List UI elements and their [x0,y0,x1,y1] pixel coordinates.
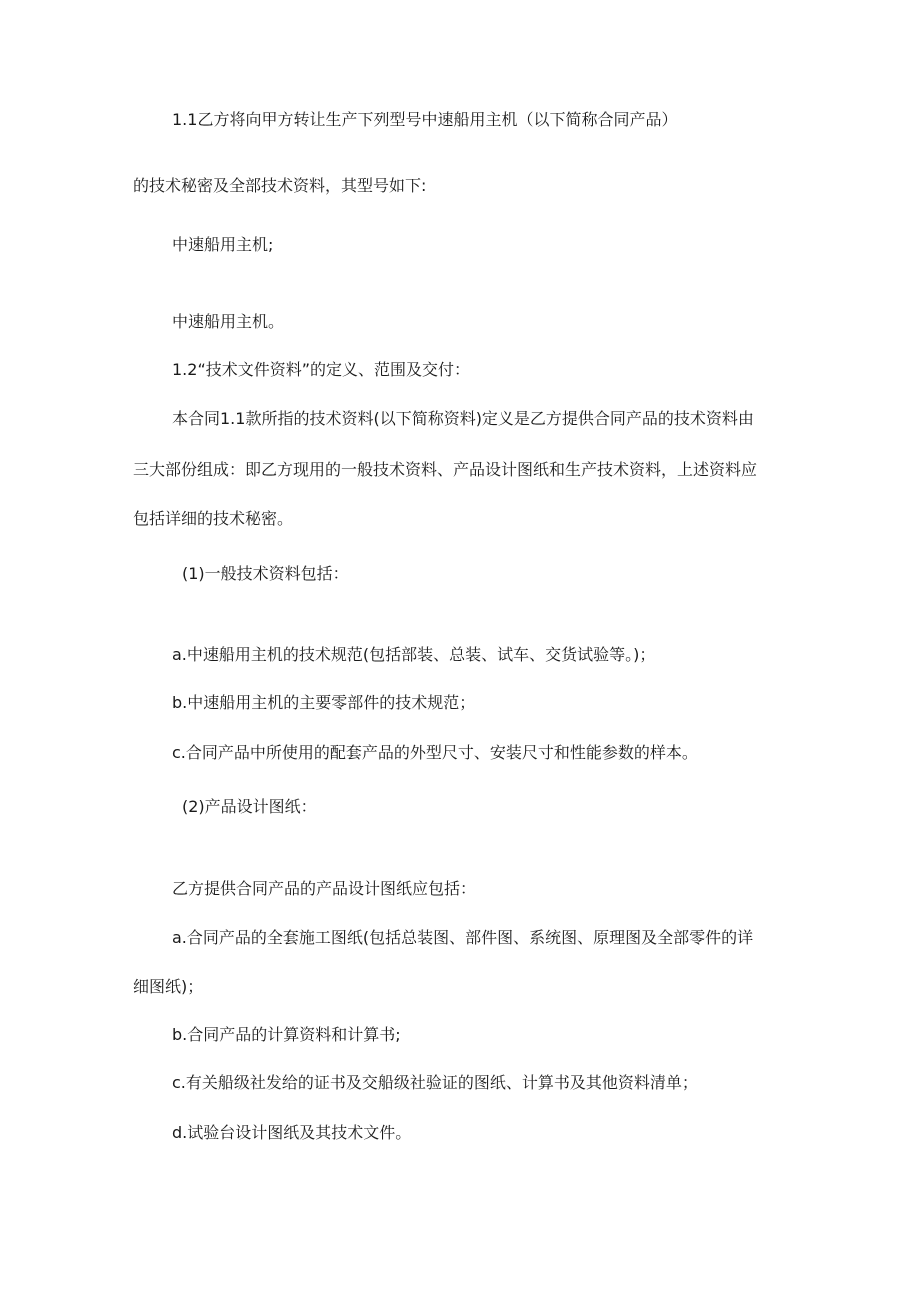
section-1-item-a: a.中速船用主机的技术规范(包括部装、总装、试车、交货试验等。)； [172,645,656,664]
section-1-heading: (1)一般技术资料包括： [182,564,349,583]
model-item-2: 中速船用主机。 [172,312,285,331]
section-2-item-a-line-2: 细图纸)； [133,977,204,996]
model-item-1: 中速船用主机; [172,235,274,254]
section-2-item-a-line-1: a.合同产品的全套施工图纸(包括总装图、部件图、系统图、原理图及全部零件的详 [172,928,754,947]
section-2-item-d: d.试验台设计图纸及其技术文件。 [172,1123,412,1142]
definition-paragraph-line-3: 包括详细的技术秘密。 [133,509,294,528]
clause-1-1-line-1: 1.1乙方将向甲方转让生产下列型号中速船用主机（以下简称合同产品） [172,110,678,129]
section-1-item-c: c.合同产品中所使用的配套产品的外型尺寸、安装尺寸和性能参数的样本。 [172,743,698,762]
section-2-item-c: c.有关船级社发给的证书及交船级社验证的图纸、计算书及其他资料清单； [172,1073,698,1092]
definition-paragraph-line-1: 本合同1.1款所指的技术资料(以下简称资料)定义是乙方提供合同产品的技术资料由 [172,409,754,428]
section-2-item-b: b.合同产品的计算资料和计算书; [172,1025,401,1044]
definition-paragraph-line-2: 三大部份组成：即乙方现用的一般技术资料、产品设计图纸和生产技术资料，上述资料应 [133,460,758,479]
section-2-intro: 乙方提供合同产品的产品设计图纸应包括： [172,879,477,898]
clause-1-2-heading: 1.2“技术文件资料”的定义、范围及交付： [172,360,471,379]
section-2-heading: (2)产品设计图纸： [182,797,317,816]
clause-1-1-line-2: 的技术秘密及全部技术资料，其型号如下: [133,176,427,195]
section-1-item-b: b.中速船用主机的主要零部件的技术规范； [172,693,476,712]
